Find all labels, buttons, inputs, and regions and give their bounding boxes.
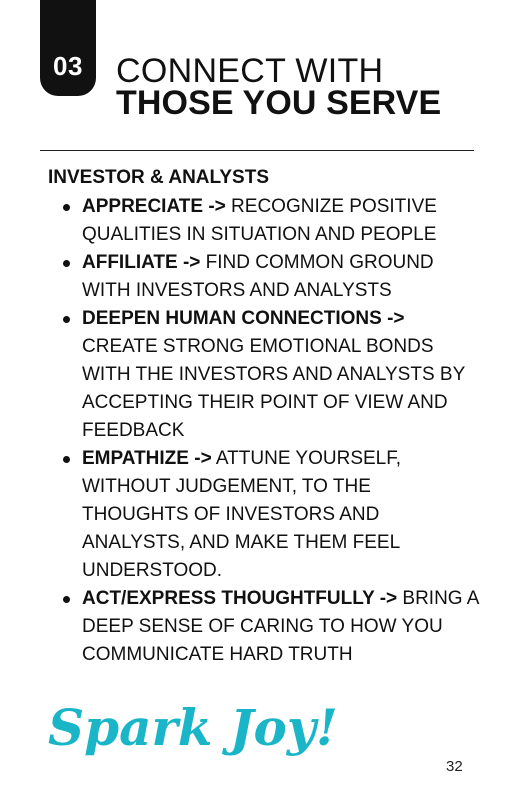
bullet-term: EMPATHIZE -> [82,448,212,469]
page-number: 32 [446,758,463,775]
section-heading: INVESTOR & ANALYSTS [48,167,270,188]
bullet-text: FIND COMMON GROUND WITH INVESTORS AND ANALYSTS [82,252,434,301]
list-item [82,193,482,249]
bullet-text: CREATE STRONG EMOTIONAL BONDS WITH THE INVESTORS AND ANALYSTS BY ACCEPTING THEIR POINT OF VIEW AND FEEDBACK [82,336,465,441]
bullet-term: AFFILIATE -> [82,252,201,273]
bullet-text: RECOGNIZE POSITIVE QUALITIES IN SITUATION AND PEOPLE [82,196,437,245]
bullet-term: APPRECIATE -> [82,196,226,217]
bullet-dot-icon [63,456,70,463]
list-item [82,445,482,585]
bullet-list [82,193,482,669]
page-title-line2: THOSE YOU SERVE [116,84,442,122]
list-item [82,305,482,445]
page-title-line1: CONNECT WITH [116,52,384,90]
title-divider [40,150,474,151]
bullet-dot-icon [63,204,70,211]
bullet-term: DEEPEN HUMAN CONNECTIONS -> [82,308,405,329]
bullet-text: BRING A DEEP SENSE OF CARING TO HOW YOU COMMUNICATE HARD TRUTH [82,588,479,665]
tagline: Spark Joy! [48,698,338,757]
bullet-dot-icon [63,316,70,323]
bullet-dot-icon [63,260,70,267]
chapter-badge [40,0,96,96]
list-item [82,249,482,305]
bullet-term: ACT/EXPRESS THOUGHTFULLY -> [82,588,398,609]
list-item [82,585,482,669]
chapter-number: 03 [53,51,83,81]
bullet-dot-icon [63,596,70,603]
bullet-text: ATTUNE YOURSELF, WITHOUT JUDGEMENT, TO THE THOUGHTS OF INVESTORS AND ANALYSTS, AND MAKE THEM FEEL UNDERSTOOD. [82,448,402,581]
